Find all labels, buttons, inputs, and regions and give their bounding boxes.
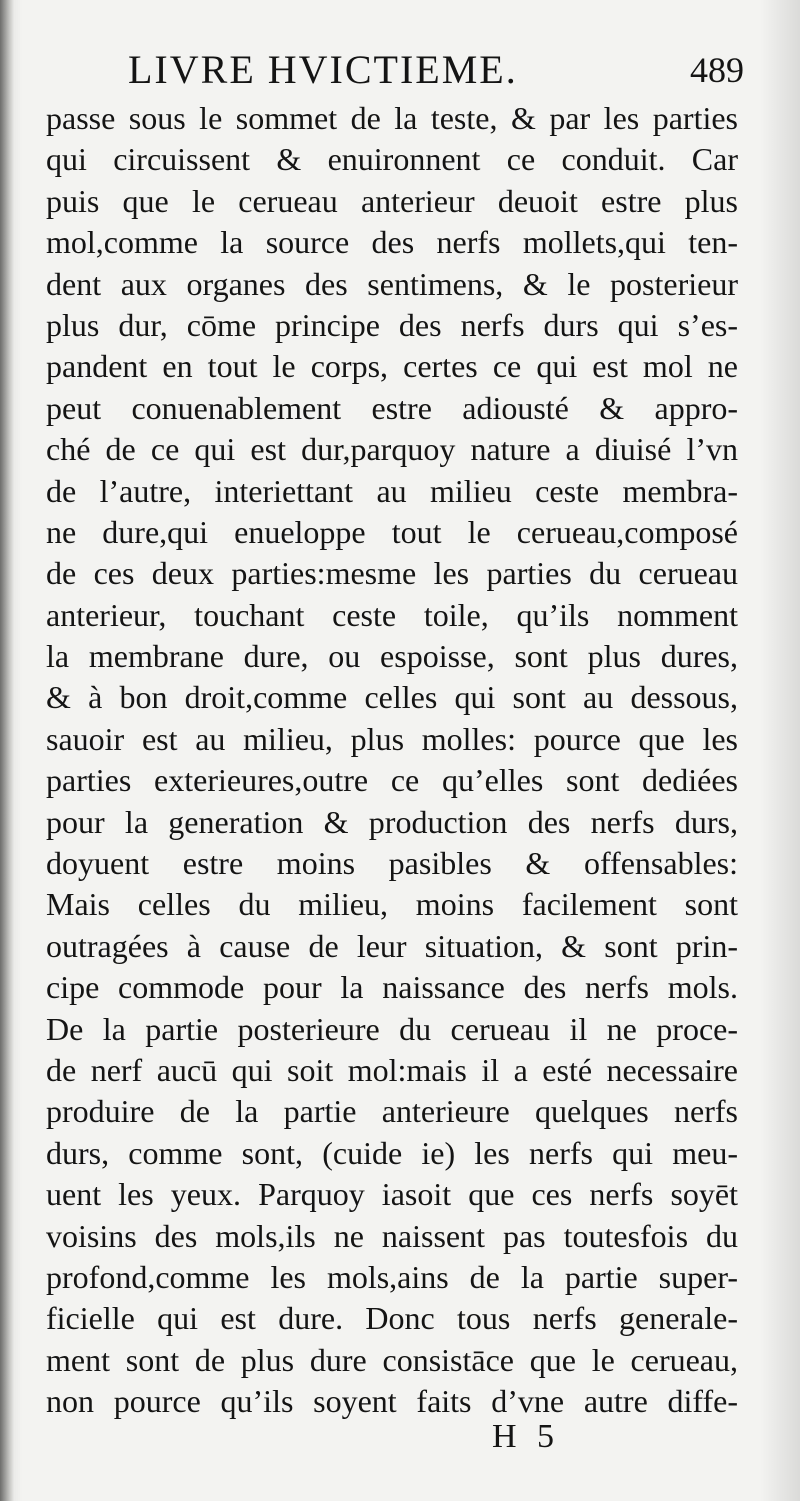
text-line: non pource qu’ils soyent faits d’vne autre diffe- bbox=[46, 1383, 738, 1420]
text-line: de ces deux parties:mesme les parties du cerueau bbox=[46, 555, 738, 592]
text-line: puis que le cerueau anterieur deuoit estre plus bbox=[46, 182, 738, 219]
text-line: & à bon droit,comme celles qui sont au dessous, bbox=[46, 679, 738, 716]
text-line: uent les yeux. Parquoy iasoit que ces nerfs soyēt bbox=[46, 1176, 738, 1213]
text-line: pour la generation & production des nerfs durs, bbox=[46, 803, 738, 840]
text-line: anterieur, touchant ceste toile, qu’ils nomment bbox=[46, 596, 738, 633]
signature-mark: H 5 bbox=[492, 1418, 561, 1455]
running-title: LIVRE HVICTIEME. bbox=[128, 47, 518, 92]
page-footer bbox=[0, 1412, 800, 1462]
page-header bbox=[128, 44, 744, 96]
text-line: ficielle qui est dure. Donc tous nerfs generale- bbox=[46, 1300, 738, 1337]
text-line: produire de la partie anterieure quelques nerfs bbox=[46, 1093, 738, 1130]
text-line: cipe commode pour la naissance des nerfs mols. bbox=[46, 969, 738, 1006]
text-line: Mais celles du milieu, moins facilement sont bbox=[46, 886, 738, 923]
text-line: pandent en tout le corps, certes ce qui est mol ne bbox=[46, 348, 738, 385]
text-line: outragées à cause de leur situation, & sont prin- bbox=[46, 927, 738, 964]
text-line: parties exterieures,outre ce qu’elles sont dediées bbox=[46, 762, 738, 799]
text-line: la membrane dure, ou espoisse, sont plus dures, bbox=[46, 638, 738, 675]
binding-edge-shadow bbox=[0, 0, 14, 1501]
text-line: plus dur, cōme principe des nerfs durs qui s’es- bbox=[46, 306, 738, 343]
text-line: ché de ce qui est dur,parquoy nature a diuisé l’vn bbox=[46, 431, 738, 468]
text-line: dent aux organes des sentimens, & le posterieur bbox=[46, 265, 738, 302]
text-line: passe sous le sommet de la teste, & par les parties bbox=[46, 100, 738, 136]
text-line: voisins des mols,ils ne naissent pas toutesfois du bbox=[46, 1217, 738, 1254]
text-line: ment sont de plus dure consistāce que le cerueau, bbox=[46, 1341, 738, 1378]
text-line: durs, comme sont, (cuide ie) les nerfs qui meu- bbox=[46, 1134, 738, 1171]
text-line: sauoir est au milieu, plus molles: pource que les bbox=[46, 720, 738, 757]
text-line: de l’autre, interiettant au milieu ceste membra- bbox=[46, 472, 738, 509]
text-line: doyuent estre moins pasibles & offensables: bbox=[46, 845, 738, 882]
text-line: ne dure,qui enueloppe tout le cerueau,composé bbox=[46, 513, 738, 550]
text-line: profond,comme les mols,ains de la partie super- bbox=[46, 1258, 738, 1295]
text-line: peut conuenablement estre adiousté & appro- bbox=[46, 389, 738, 426]
text-line: de nerf aucū qui soit mol:mais il a esté necessaire bbox=[46, 1051, 738, 1088]
text-line: De la partie posterieure du cerueau il ne proce- bbox=[46, 1010, 738, 1047]
body-text bbox=[46, 98, 738, 1423]
page-number: 489 bbox=[690, 50, 744, 90]
text-line: mol,comme la source des nerfs mollets,qui ten- bbox=[46, 224, 738, 261]
text-line: qui circuissent & enuironnent ce conduit. Car bbox=[46, 141, 738, 178]
